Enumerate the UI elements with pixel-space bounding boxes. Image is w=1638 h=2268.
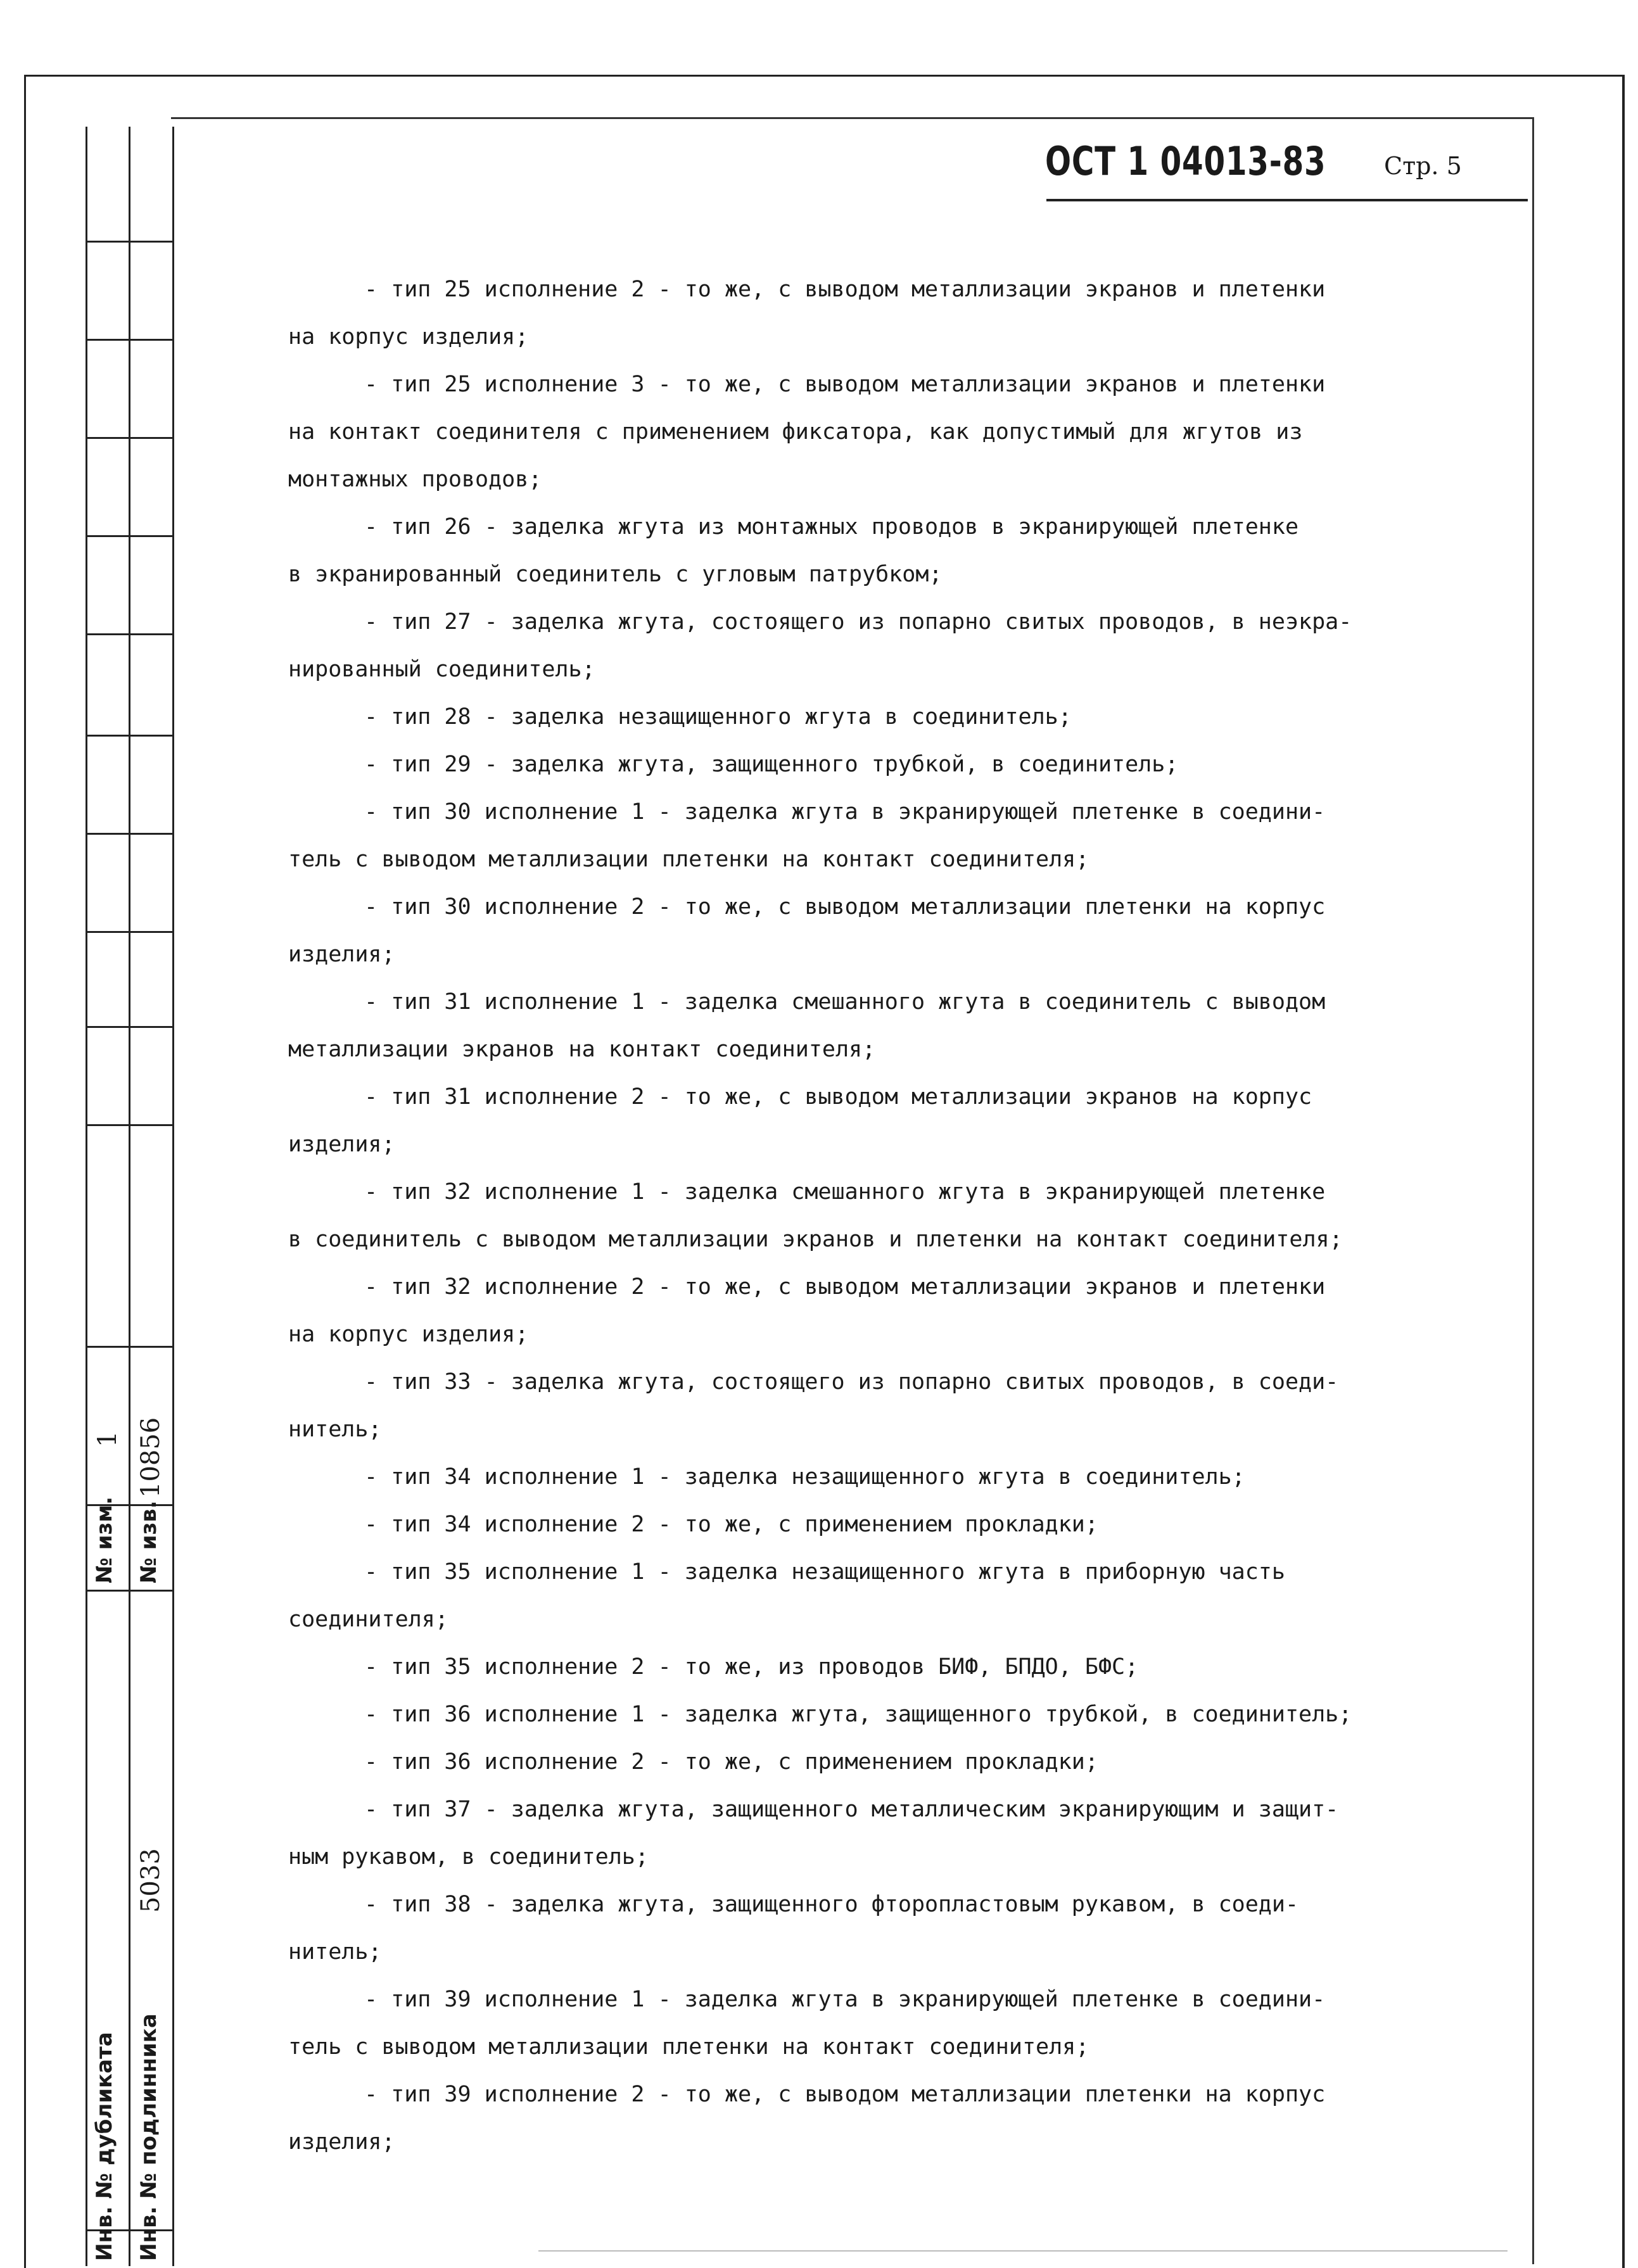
document-body — [288, 266, 1511, 2166]
izv-label: № изв. — [136, 1500, 162, 1583]
text-line: - тип 26 - заделка жгута из монтажных проводов в экранирующей плетенке — [364, 514, 1299, 540]
inner-top-rule — [171, 117, 1533, 119]
text-line: - тип 31 исполнение 2 - то же, с выводом металлизации экранов на корпус — [364, 1084, 1312, 1110]
text-line: на корпус изделия; — [288, 1322, 529, 1347]
text-line: - тип 36 исполнение 1 - заделка жгута, защищенного трубкой, в соединитель; — [364, 1702, 1352, 1727]
text-line: - тип 30 исполнение 1 - заделка жгута в экранирующей плетенке в соедини- — [364, 799, 1326, 825]
document-header — [1039, 138, 1527, 189]
bottom-rule — [538, 2250, 1508, 2252]
text-line: тель с выводом металлизации плетенки на контакт соединителя; — [288, 2034, 1089, 2060]
text-line: - тип 25 исполнение 2 - то же, с выводом металлизации экранов и плетенки — [364, 277, 1326, 302]
text-line: монтажных проводов; — [288, 467, 542, 492]
text-line: - тип 32 исполнение 2 - то же, с выводом металлизации экранов и плетенки — [364, 1274, 1326, 1300]
document-code: ОСТ 1 04013-83 — [1045, 138, 1326, 184]
text-line: - тип 33 - заделка жгута, состоящего из попарно свитых проводов, в соеди- — [364, 1369, 1339, 1395]
text-line: на контакт соединителя с применением фиксатора, как допустимый для жгутов из — [288, 419, 1303, 445]
text-line: - тип 39 исполнение 2 - то же, с выводом металлизации плетенки на корпус — [364, 2082, 1326, 2107]
text-line: - тип 37 - заделка жгута, защищенного металлическим экранирующим и защит- — [364, 1797, 1339, 1822]
text-line: в соединитель с выводом металлизации экранов и плетенки на контакт соединителя; — [288, 1227, 1343, 1252]
text-line: изделия; — [288, 2129, 395, 2155]
revision-stamp-column — [86, 127, 174, 2266]
original-inventory-value: 5033 — [136, 1848, 165, 1913]
text-line: - тип 39 исполнение 1 - заделка жгута в экранирующей плетенке в соедини- — [364, 1987, 1326, 2012]
izm-label: № изм. — [92, 1496, 117, 1583]
inner-right-rule — [1532, 117, 1534, 2264]
text-line: - тип 34 исполнение 1 - заделка незащищенного жгута в соединитель; — [364, 1464, 1245, 1490]
izv-value: 10856 — [136, 1417, 165, 1498]
header-underline — [1046, 199, 1528, 201]
text-line: соединителя; — [288, 1607, 448, 1632]
text-line: изделия; — [288, 1132, 395, 1157]
text-line: - тип 35 исполнение 1 - заделка незащищенного жгута в приборную часть — [364, 1559, 1285, 1585]
text-line: - тип 36 исполнение 2 - то же, с применением прокладки; — [364, 1749, 1098, 1775]
text-line: металлизации экранов на контакт соединителя; — [288, 1037, 876, 1062]
text-line: на корпус изделия; — [288, 324, 529, 350]
text-line: тель с выводом металлизации плетенки на контакт соединителя; — [288, 847, 1089, 872]
text-line: - тип 31 исполнение 1 - заделка смешанного жгута в соединитель с выводом — [364, 989, 1326, 1015]
text-line: нитель; — [288, 1417, 382, 1442]
text-line: - тип 27 - заделка жгута, состоящего из попарно свитых проводов, в неэкра- — [364, 609, 1352, 635]
page-number: Стр. 5 — [1384, 152, 1462, 180]
text-line: - тип 30 исполнение 2 - то же, с выводом металлизации плетенки на корпус — [364, 894, 1326, 920]
text-line: в экранированный соединитель с угловым патрубком; — [288, 562, 943, 587]
duplicate-inventory-label: Инв. № дубликата — [92, 2032, 117, 2261]
izm-value: 1 — [93, 1431, 122, 1447]
text-line: - тип 35 исполнение 2 - то же, из проводов БИФ, БПДО, БФС; — [364, 1654, 1139, 1680]
text-line: ным рукавом, в соединитель; — [288, 1844, 649, 1870]
text-line: изделия; — [288, 942, 395, 967]
text-line: - тип 29 - заделка жгута, защищенного трубкой, в соединитель; — [364, 752, 1179, 777]
text-line: - тип 28 - заделка незащищенного жгута в соединитель; — [364, 704, 1072, 730]
text-line: нированный соединитель; — [288, 657, 595, 682]
text-line: нитель; — [288, 1939, 382, 1965]
text-line: - тип 32 исполнение 1 - заделка смешанного жгута в экранирующей плетенке — [364, 1179, 1326, 1205]
text-line: - тип 38 - заделка жгута, защищенного фторопластовым рукавом, в соеди- — [364, 1892, 1299, 1917]
text-line: - тип 34 исполнение 2 - то же, с применением прокладки; — [364, 1512, 1098, 1537]
text-line: - тип 25 исполнение 3 - то же, с выводом металлизации экранов и плетенки — [364, 372, 1326, 397]
original-inventory-label: Инв. № подлинника — [136, 2013, 162, 2261]
